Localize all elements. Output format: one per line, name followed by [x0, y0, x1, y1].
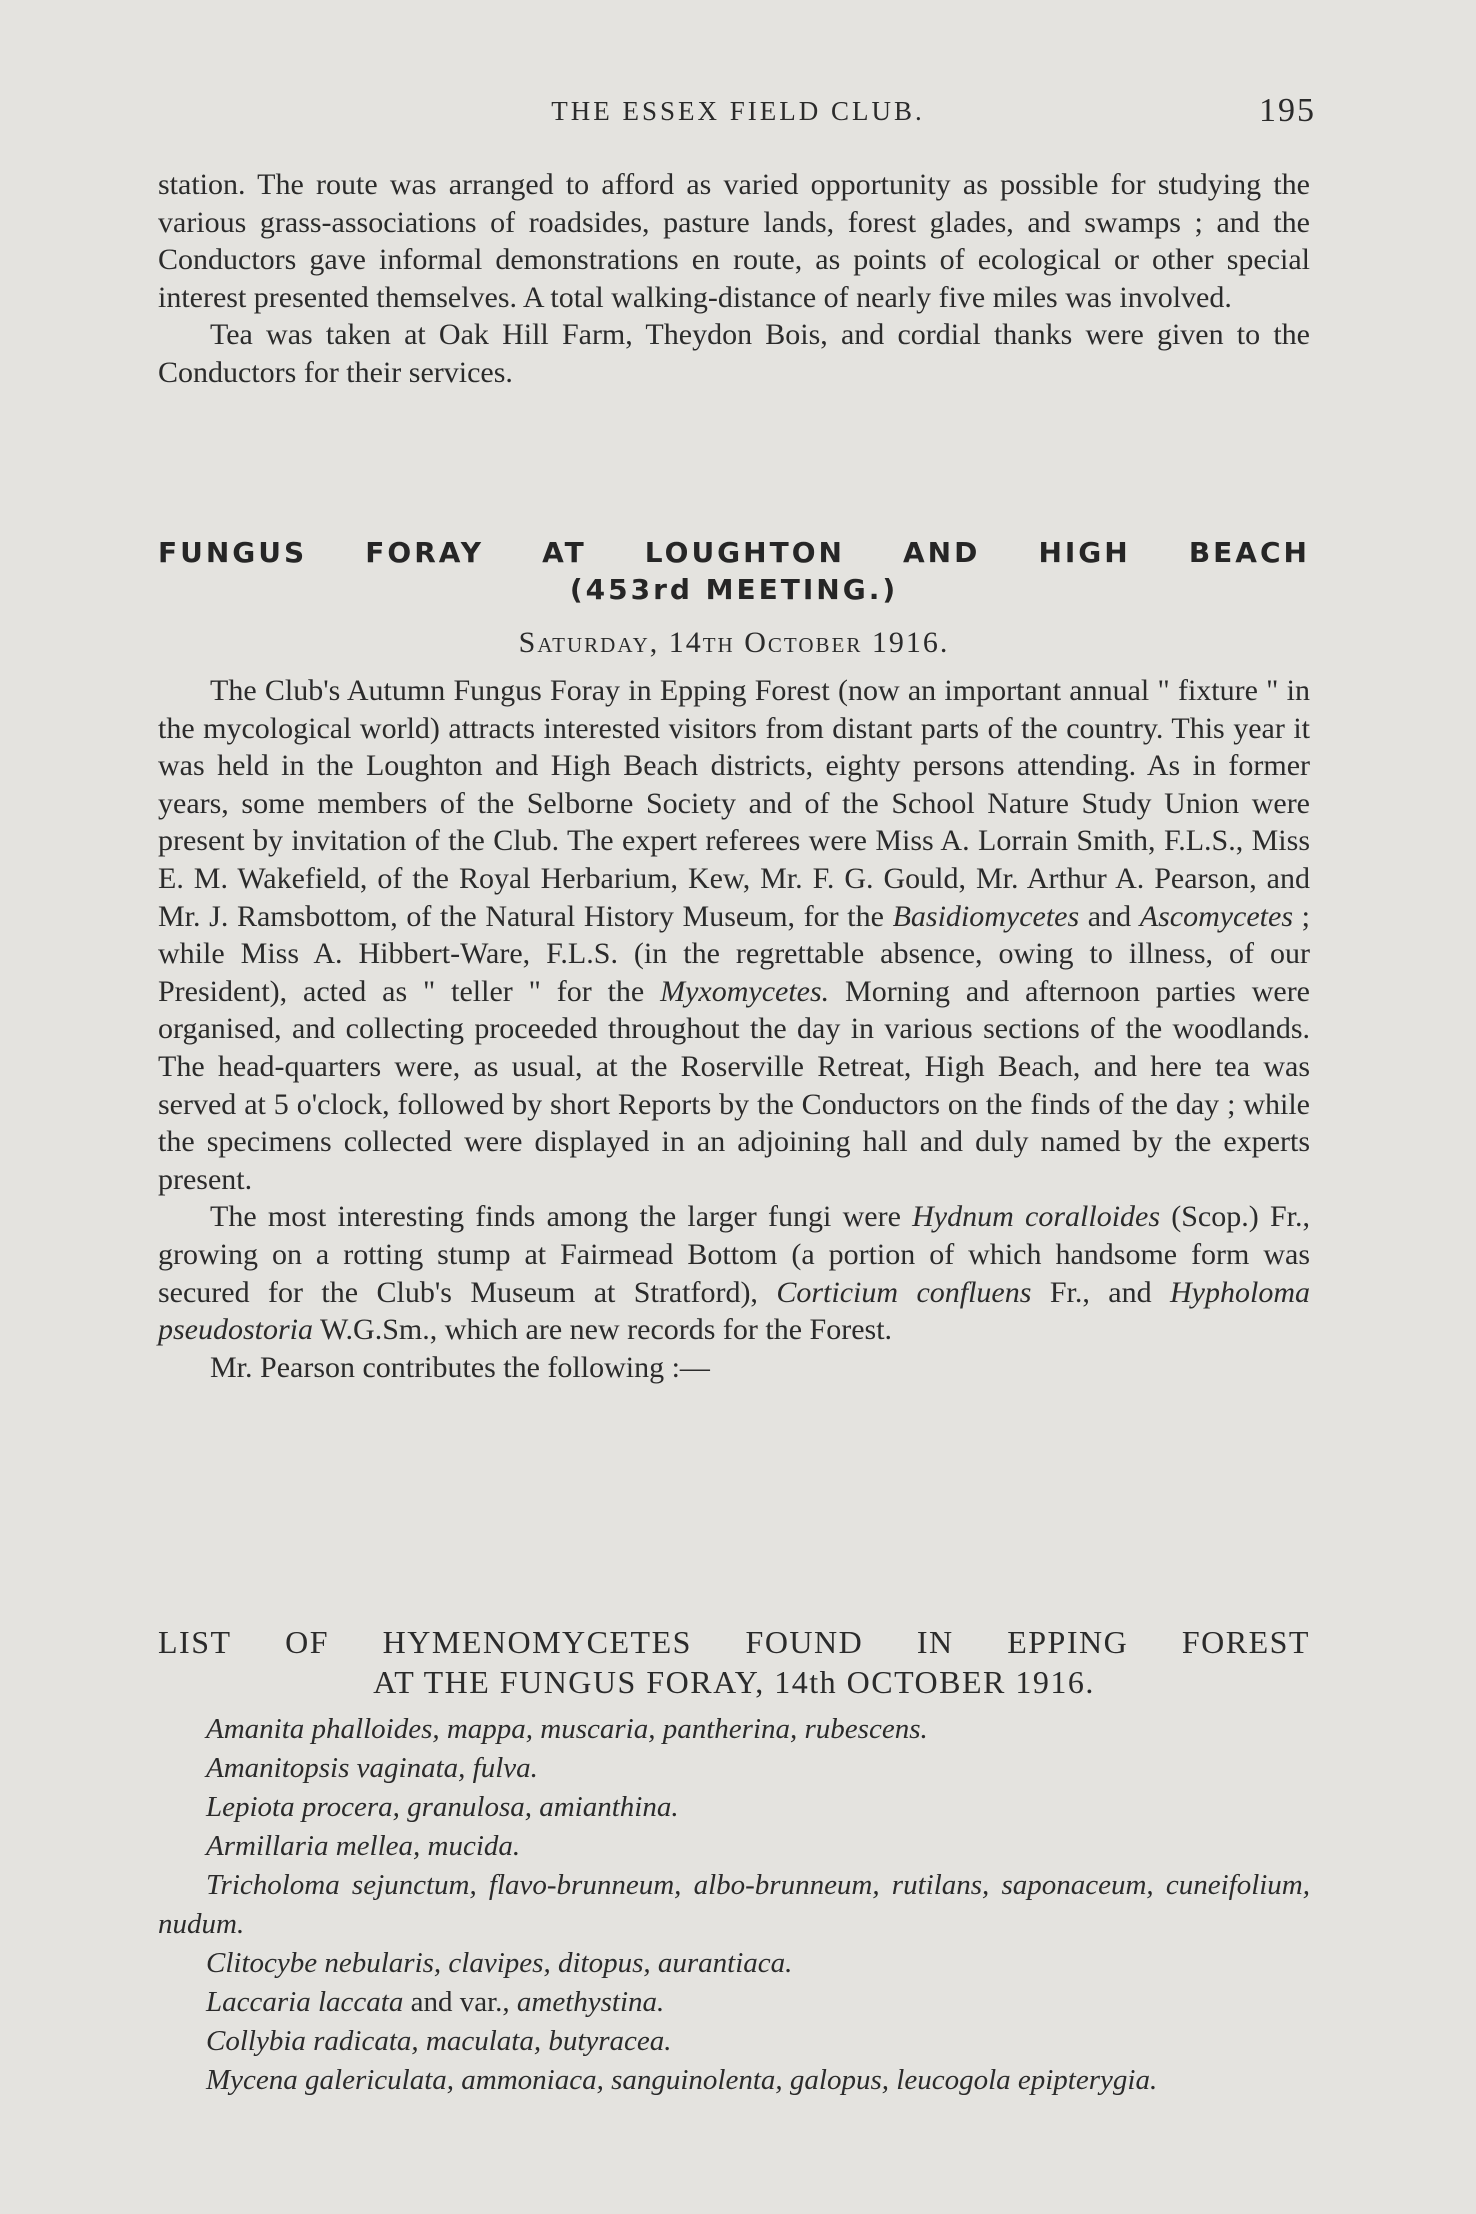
meeting-number: (453rd MEETING.)	[569, 573, 899, 606]
list-item: Tricholoma sejunctum, flavo-brunneum, albo-brunneum, rutilans, saponaceum, cuneifolium, nudum.	[158, 1869, 1310, 1940]
paragraph: Mr. Pearson contributes the following :—	[210, 1350, 710, 1384]
section-heading	[158, 536, 1310, 606]
species-list	[158, 1710, 1310, 2100]
paragraph: Tea was taken at Oak Hill Farm, Theydon Bois, and cordial thanks were given to the Conductors for their services.	[158, 318, 1310, 389]
list-item: Mycena galericulata, ammoniaca, sanguinolenta, galopus, leucogola epipterygia.	[206, 2064, 1158, 2096]
list-item: Collybia radicata, maculata, butyracea.	[206, 2025, 672, 2057]
paragraph: The most interesting finds among the larger fungi were Hydnum coralloides (Scop.) Fr., growing on a rotting stump at Fairmead Bottom (a portion of which handsome form was secured for the Club's Museum at Stratford), Corticium confluens Fr., and Hypholoma pseudostoria W.G.Sm., which are new records for the Forest.	[158, 1200, 1311, 1347]
continuation-text	[158, 166, 1310, 392]
list-item: Clitocybe nebularis, clavipes, ditopus, aurantiaca.	[206, 1947, 793, 1979]
running-title: THE ESSEX FIELD CLUB.	[551, 96, 925, 126]
list-item: Lepiota procera, granulosa, amianthina.	[206, 1791, 679, 1823]
list-item: Amanita phalloides, mappa, muscaria, pantherina, rubescens.	[206, 1713, 928, 1745]
meeting-date: Saturday, 14th October 1916.	[518, 626, 950, 659]
page-number: 195	[1259, 92, 1316, 129]
list-item: Amanitopsis vaginata, fulva.	[206, 1752, 538, 1784]
list-heading: LIST OF HYMENOMYCETES FOUND IN EPPING FOREST AT THE FUNGUS FORAY, 14th OCTOBER 1916.	[158, 1624, 1310, 1700]
paragraph: The Club's Autumn Fungus Foray in Epping Forest (now an important annual " fixture " in the mycological world) attracts interested visitors from distant parts of the country. This year it was held in the Loughton and High Beach districts, eighty persons attending. As in former years, some members of the Selborne Society and of the School Nature Study Union were present by invitation of the Club. The expert referees were Miss A. Lorrain Smith, F.L.S., Miss E. M. Wakefield, of the Royal Herbarium, Kew, Mr. F. G. Gould, Mr. Arthur A. Pearson, and Mr. J. Ramsbottom, of the Natural History Museum, for the Basidiomycetes and Ascomycetes ; while Miss A. Hibbert-Ware, F.L.S. (in the regrettable absence, owing to illness, of our President), acted as " teller " for the Myxomycetes. Morning and afternoon parties were organised, and collecting proceeded throughout the day in various sections of the woodlands. The head-quarters were, as usual, at the Roserville Retreat, High Beach, and here tea was served at 5 o'clock, followed by short Reports by the Conductors on the finds of the day ; while the specimens collected were displayed in an adjoining hall and duly named by the experts present.	[158, 674, 1310, 1196]
list-item: Armillaria mellea, mucida.	[206, 1830, 521, 1862]
foray-report	[158, 672, 1310, 1386]
section-heading-title: FUNGUS FORAY AT LOUGHTON AND HIGH BEACH	[158, 536, 1310, 569]
list-item: Laccaria laccata and var., amethystina.	[206, 1986, 665, 2018]
paragraph: station. The route was arranged to afford as varied opportunity as possible for studying the various grass-associations of roadsides, pasture lands, forest glades, and swamps ; and the Conductors gave informal demonstrations en route, as points of ecological or other special interest presented themselves. A total walking-distance of nearly five miles was involved.	[158, 168, 1310, 314]
page-header	[0, 92, 1476, 132]
